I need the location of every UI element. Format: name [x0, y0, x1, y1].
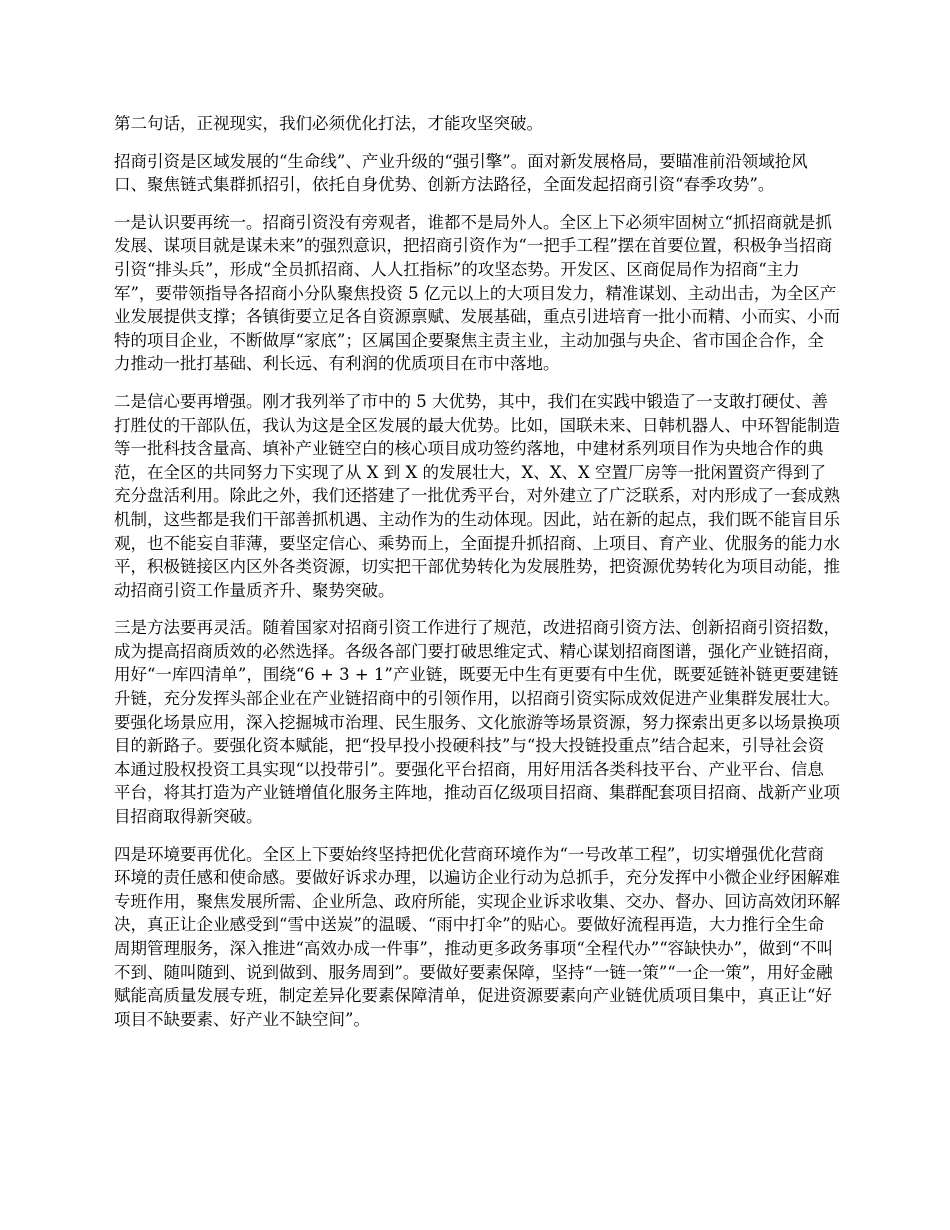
- document-body: [114, 112, 840, 1045]
- paragraph-point-three: 三是方法要再灵活。随着国家对招商引资工作进行了规范，改进招商引资方法、创新招商引资招数，成为提高招商质效的必然选择。各级各部门要打破思维定式、精心谋划招商图谱，强化产业链招商，用好“一库四清单”，围绕“6 + 3 + 1”产业链，既要无中生有更要有中生优，既要延链补链更要建链升链，充分发挥头部企业在产业链招商中的引领作用，以招商引资实际成效促进产业集群发展壮大。要强化场景应用，深入挖掘城市治理、民生服务、文化旅游等场景资源，努力探索出更多以场景换项目的新路子。要强化资本赋能，把“投早投小投硬科技”与“投大投链投重点”结合起来，引导社会资本通过股权投资工具实现“以投带引”。要强化平台招商，用好用活各类科技平台、产业平台、信息平台，将其打造为产业链增值化服务主阵地，推动百亿级项目招商、集群配套项目招商、战新产业项目招商取得新突破。: [114, 618, 840, 827]
- paragraph-point-two: 二是信心要再增强。刚才我列举了市中的 5 大优势，其中，我们在实践中锻造了一支敢打硬仗、善打胜仗的干部队伍，我认为这是全区发展的最大优势。比如，国联未来、日韩机器人、中环智能制造等一批科技含量高、填补产业链空白的核心项目成功签约落地，中建材系列项目作为央地合作的典范，在全区的共同努力下实现了从 X 到 X 的发展壮大，X、X、X 空置厂房等一批闲置资产得到了充分盘活利用。除此之外，我们还搭建了一批优秀平台，对外建立了广泛联系，对内形成了一套成熟机制，这些都是我们干部善抓机遇、主动作为的生动体现。因此，站在新的起点，我们既不能盲目乐观，也不能妄自菲薄，要坚定信心、乘势而上，全面提升抓招商、上项目、育产业、优服务的能力水平，积极链接区内区外各类资源，切实把干部优势转化为发展胜势，把资源优势转化为项目动能，推动招商引资工作量质齐升、聚势突破。: [114, 391, 840, 600]
- paragraph-intro: 招商引资是区域发展的“生命线”、产业升级的“强引擎”。面对新发展格局，要瞄准前沿领域抢风口、聚焦链式集群抓招引，依托自身优势、创新方法路径，全面发起招商引资“春季攻势”。: [114, 151, 808, 195]
- paragraph-heading: 第二句话，正视现实，我们必须优化打法，才能攻坚突破。: [114, 114, 543, 133]
- paragraph-point-one: 一是认识要再统一。招商引资没有旁观者，谁都不是局外人。全区上下必须牢固树立“抓招商就是抓发展、谋项目就是谋未来”的强烈意识，把招商引资作为“一把手工程”摆在首要位置，积极争当招商引资“排头兵”，形成“全员抓招商、人人扛指标”的攻坚态势。开发区、区商促局作为招商“主力军”，要带领指导各招商小分队聚焦投资 5 亿元以上的大项目发力，精准谋划、主动出击，为全区产业发展提供支撑；各镇街要立足各自资源禀赋、发展基础，重点引进培育一批小而精、小而实、小而特的项目企业，不断做厚“家底”；区属国企要聚焦主责主业，主动加强与央企、省市国企合作，全力推动一批打基础、利长远、有利润的优质项目在市中落地。: [114, 212, 840, 374]
- paragraph-point-four: 四是环境要再优化。全区上下要始终坚持把优化营商环境作为“一号改革工程”，切实增强优化营商环境的责任感和使命感。要做好诉求办理，以遍访企业行动为总抓手，充分发挥中小微企业纾困解难专班作用，聚焦发展所需、企业所急、政府所能，实现企业诉求收集、交办、督办、回访高效闭环解决，真正让企业感受到“雪中送炭”的温暖、“雨中打伞”的贴心。要做好流程再造，大力推行全生命周期管理服务，深入推进“高效办成一件事”，推动更多政务事项“全程代办”“容缺快办”，做到“不叫不到、随叫随到、说到做到、服务周到”。要做好要素保障，坚持“一链一策”“一企一策”，用好金融赋能高质量发展专班，制定差异化要素保障清单，促进资源要素向产业链优质项目集中，真正让“好项目不缺要素、好产业不缺空间”。: [114, 844, 840, 1029]
